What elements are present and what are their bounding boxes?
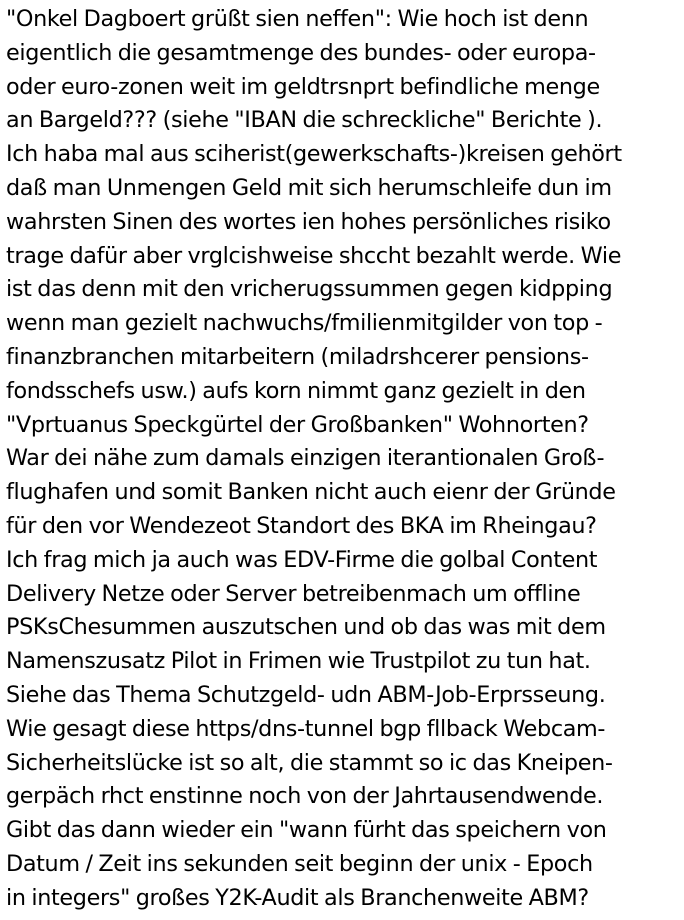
text-line-7: wahrsten Sinen des wortes ien hohes persönliches risiko — [6, 208, 611, 235]
text-line-8: trage dafür aber vrglcishweise shccht bezahlt werde. Wie — [6, 242, 622, 269]
text-line-2: eigentlich die gesamtmenge des bundes- oder europa- — [6, 39, 596, 66]
text-line-13: "Vprtuanus Speckgürtel der Großbanken" Wohnorten? — [6, 411, 589, 438]
text-line-3: oder euro-zonen weit im geldtrsnprt befindliche menge — [6, 73, 600, 100]
text-line-5: Ich haba mal aus sciherist(gewerkschafts-)kreisen gehört — [6, 141, 622, 168]
text-line-16: für den vor Wendezeot Standort des BKA im Rheingau? — [6, 512, 597, 539]
text-line-19: PSKsChesummen auszutschen und ob das was mit dem — [6, 614, 606, 641]
text-line-21: Siehe das Thema Schutzgeld- udn ABM-Job-Erprsseung. — [6, 681, 606, 708]
text-line-14: War dei nähe zum damals einzigen iterantionalen Groß- — [6, 445, 605, 472]
text-line-9: ist das denn mit den vricherugssummen gegen kidpping — [6, 276, 613, 303]
text-line-11: finanzbranchen mitarbeitern (miladrshcerer pensions- — [6, 343, 589, 370]
text-line-18: Delivery Netze oder Server betreibenmach um offline — [6, 580, 581, 607]
text-line-4: an Bargeld??? (siehe "IBAN die schreckliche" Berichte ). — [6, 107, 603, 134]
text-line-27: in integers" großes Y2K-Audit als Branchenweite ABM? — [6, 884, 589, 911]
text-line-20: Namenszusatz Pilot in Frimen wie Trustpilot zu tun hat. — [6, 648, 591, 675]
text-line-26: Datum / Zeit ins sekunden seit beginn der unix - Epoch — [6, 850, 593, 877]
text-line-1: "Onkel Dagboert grüßt sien neffen": Wie hoch ist denn — [6, 6, 589, 32]
text-line-15: flughafen und somit Banken nicht auch eienr der Gründe — [6, 479, 616, 506]
text-line-10: wenn man gezielt nachwuchs/fmilienmitgilder von top - — [6, 310, 603, 337]
text-line-17: Ich frag mich ja auch was EDV-Firme die golbal Content — [6, 546, 598, 573]
text-line-12: fondsschefs usw.) aufs korn nimmt ganz gezielt in den — [6, 377, 586, 404]
text-line-24: gerpäch rhct enstinne noch von der Jahrtausendwende. — [6, 783, 604, 810]
text-line-25: Gibt das dann wieder ein "wann fürht das speichern von — [6, 817, 607, 844]
text-line-23: Sicherheitslücke ist so alt, die stammt so ic das Kneipen- — [6, 749, 613, 776]
text-line-22: Wie gesagt diese https/dns-tunnel bgp fllback Webcam- — [6, 715, 606, 742]
text-line-6: daß man Unmengen Geld mit sich herumschleife dun im — [6, 174, 612, 201]
